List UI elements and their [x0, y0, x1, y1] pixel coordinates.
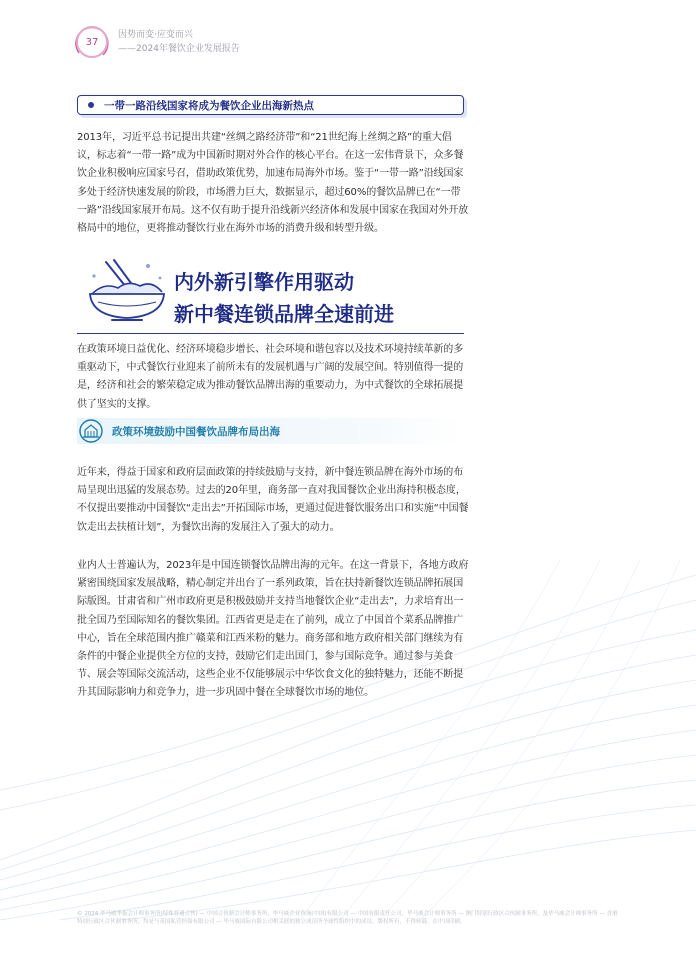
chapter-title-line-2: 新中餐连锁品牌全速前进	[174, 302, 394, 326]
title-divider	[77, 333, 464, 334]
section1-subheading-box	[77, 95, 464, 115]
noodle-bowl-icon	[84, 258, 170, 328]
page-number: 37	[76, 26, 108, 58]
chapter-intro: 在政策环境日益优化、经济环境稳步增长、社会环境和谐包容以及技术环境持续革新的多重驱动下，中式餐饮行业迎来了前所未有的发展机遇与广阔的发展空间。特别值得一提的是，经济和社会的繁荣稳定成为推动餐饮品牌出海的重要动力，为中式餐饮的全球拓展提供了坚实的支撑。	[77, 344, 464, 410]
section1-subheading: 一带一路沿线国家将成为餐饮企业出海新热点	[104, 99, 314, 112]
report-header-title	[118, 28, 418, 56]
chapter-title	[174, 266, 394, 330]
globe-building-icon	[78, 418, 104, 444]
section2-subheading-box	[77, 418, 464, 444]
header-line-2: ——2024年餐饮企业发展报告	[118, 44, 240, 54]
bullet-dot-icon	[88, 102, 94, 108]
footer-copyright: © 2024 毕马威华振会计师事务所(特殊普通合伙) — 中国合伙制会计师事务所，毕马威企业咨询(中国)有限公司 — 中国有限责任公司，毕马威会计师事务所 — 澳门特别行政区合伙制事务所，及毕马威会计师事务所 — 香港特别行政区合伙制事务所，均是与英国私营担保有限公司 — 毕马威国际有限公司相关联的独立成员所全球性组织中的成员。版权所有，不得转载。在中国印刷。	[77, 911, 618, 925]
header-line-1: 因势而变·应变而兴	[118, 30, 193, 40]
section1-paragraph: 2013年，习近平总书记提出共建“丝绸之路经济带”和“21世纪海上丝绸之路”的重大倡议，标志着“一带一路”成为中国新时期对外合作的核心平台。在这一宏伟背景下，众多餐饮企业积极响应国家号召，借助政策优势，加速布局海外市场。鉴于“一带一路”沿线国家多处于经济快速发展的阶段，市场潜力巨大，数据显示，超过60%的餐饮品牌已在“一带一路”沿线国家展开布局。这不仅有助于提升沿线新兴经济体和发展中国家在我国对外开放格局中的地位，更将推动餐饮行业在海外市场的消费升级和转型升级。	[77, 132, 469, 235]
section2-paragraph-1: 近年来，得益于国家和政府层面政策的持续鼓励与支持，新中餐连锁品牌在海外市场的布局呈现出迅猛的发展态势。过去的20年里，商务部一直对我国餐饮企业出海持积极态度，不仅提出要推动中国餐饮“走出去”开拓国际市场，更通过促进餐饮服务出口和实施“中国餐饮走出去扶植计划”，为餐饮出海的发展注入了强大的动力。	[77, 467, 469, 533]
section2-subheading: 政策环境鼓励中国餐饮品牌布局出海	[112, 425, 280, 438]
chapter-title-line-1: 内外新引擎作用驱动	[174, 270, 354, 294]
section2-paragraph-2: 业内人士普遍认为，2023年是中国连锁餐饮品牌出海的元年。在这一背景下，各地方政府紧密围绕国家发展战略，精心制定并出台了一系列政策，旨在扶持新餐饮连锁品牌拓展国际版图。甘肃省和广州市政府更是积极鼓励并支持当地餐饮企业“走出去”，力求培育出一批全国乃至国际知名的餐饮集团。江西省更是走在了前列，成立了中国首个菜系品牌推广中心，旨在全球范围内推广赣菜和江西米粉的魅力。商务部和地方政府相关部门继续为有条件的中餐企业提供全方位的支持，鼓励它们走出国门，参与国际竞争。通过参与美食节、展会等国际交流活动，这些企业不仅能够展示中华饮食文化的独特魅力，还能不断提升其国际影响力和竞争力，进一步巩固中餐在全球餐饮市场的地位。	[77, 560, 469, 699]
